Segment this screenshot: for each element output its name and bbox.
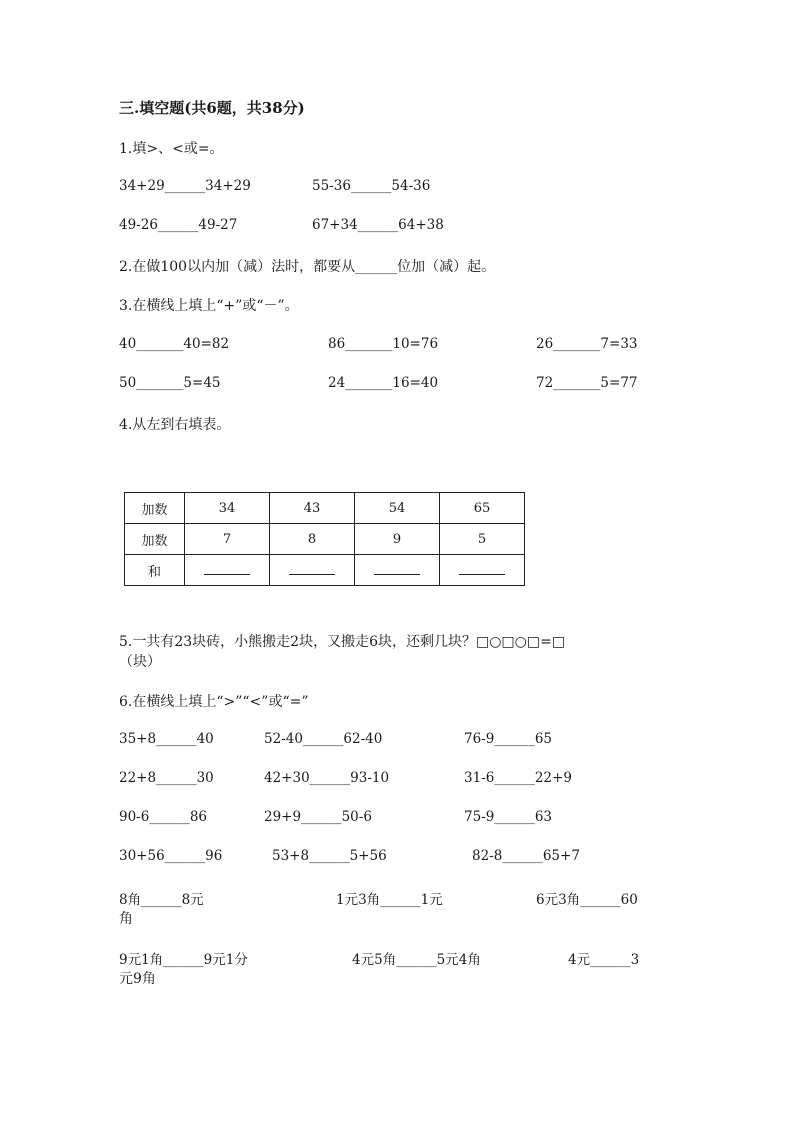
q1-item: 67+34______64+38	[312, 217, 444, 233]
answer-blank[interactable]	[459, 562, 505, 575]
q3-item: 86_______10=76	[328, 336, 439, 352]
section-title: 三.填空题(共6题，共38分)	[119, 99, 305, 117]
table-cell: 7	[185, 524, 270, 555]
q6-money-item: 4元5角______5元4角	[352, 952, 481, 968]
answer-blank-cell[interactable]	[355, 555, 440, 586]
q3-item: 72_______5=77	[536, 375, 638, 391]
table-row	[125, 493, 525, 524]
table-cell: 54	[355, 493, 440, 524]
q5-text-wrap: （块）	[119, 654, 161, 670]
table-cell: 34	[185, 493, 270, 524]
q6-money-item: 4元______3	[568, 952, 640, 968]
q1-title: 1.填>、<或=。	[119, 141, 224, 157]
table-cell: 43	[270, 493, 355, 524]
q1-item: 49-26______49-27	[119, 217, 238, 233]
q6-item: 82-8______65+7	[472, 848, 580, 864]
q6-money-item: 9元1角______9元1分	[119, 952, 248, 968]
q6-item: 42+30______93-10	[264, 770, 390, 786]
q4-title: 4.从左到右填表。	[119, 417, 231, 433]
q6-money-wrap: 元9角	[119, 971, 156, 987]
q6-item: 52-40______62-40	[264, 731, 383, 747]
q6-money-wrap: 角	[119, 911, 133, 927]
table-row	[125, 555, 525, 586]
table-row-label: 和	[125, 555, 185, 586]
q3-title: 3.在横线上填上“+”或“－”。	[119, 298, 299, 314]
q6-item: 35+8______40	[119, 731, 214, 747]
answer-blank[interactable]	[204, 562, 250, 575]
addition-table	[124, 492, 525, 586]
q6-item: 76-9______65	[464, 731, 553, 747]
table-row-label: 加数	[125, 524, 185, 555]
q6-item: 29+9______50-6	[264, 809, 372, 825]
table-row-label: 加数	[125, 493, 185, 524]
q6-item: 22+8______30	[119, 770, 214, 786]
q6-money-item: 8角______8元	[119, 892, 204, 908]
table-cell: 5	[440, 524, 525, 555]
q3-item: 40_______40=82	[119, 336, 230, 352]
table-cell: 65	[440, 493, 525, 524]
table-cell: 9	[355, 524, 440, 555]
q1-item: 55-36______54-36	[312, 178, 431, 194]
q5-text: 5.一共有23块砖，小熊搬走2块，又搬走6块，还剩几块？□○□○□=□	[119, 634, 566, 650]
q6-item: 75-9______63	[464, 809, 553, 825]
answer-blank-cell[interactable]	[270, 555, 355, 586]
q1-item: 34+29______34+29	[119, 178, 251, 194]
q6-item: 30+56______96	[119, 848, 223, 864]
q6-title: 6.在横线上填上“>”“<”或“=”	[119, 694, 309, 710]
q6-item: 90-6______86	[119, 809, 208, 825]
q6-item: 53+8______5+56	[272, 848, 387, 864]
table-row	[125, 524, 525, 555]
q6-money-item: 6元3角______60	[536, 892, 638, 908]
q3-item: 26_______7=33	[536, 336, 638, 352]
q6-item: 31-6______22+9	[464, 770, 572, 786]
q2-title: 2.在做100以内加（减）法时，都要从______位加（减）起。	[119, 259, 496, 275]
answer-blank[interactable]	[289, 562, 335, 575]
q6-money-item: 1元3角______1元	[336, 892, 443, 908]
q3-item: 50_______5=45	[119, 375, 221, 391]
answer-blank-cell[interactable]	[440, 555, 525, 586]
q3-item: 24_______16=40	[328, 375, 439, 391]
answer-blank[interactable]	[374, 562, 420, 575]
table-cell: 8	[270, 524, 355, 555]
answer-blank-cell[interactable]	[185, 555, 270, 586]
